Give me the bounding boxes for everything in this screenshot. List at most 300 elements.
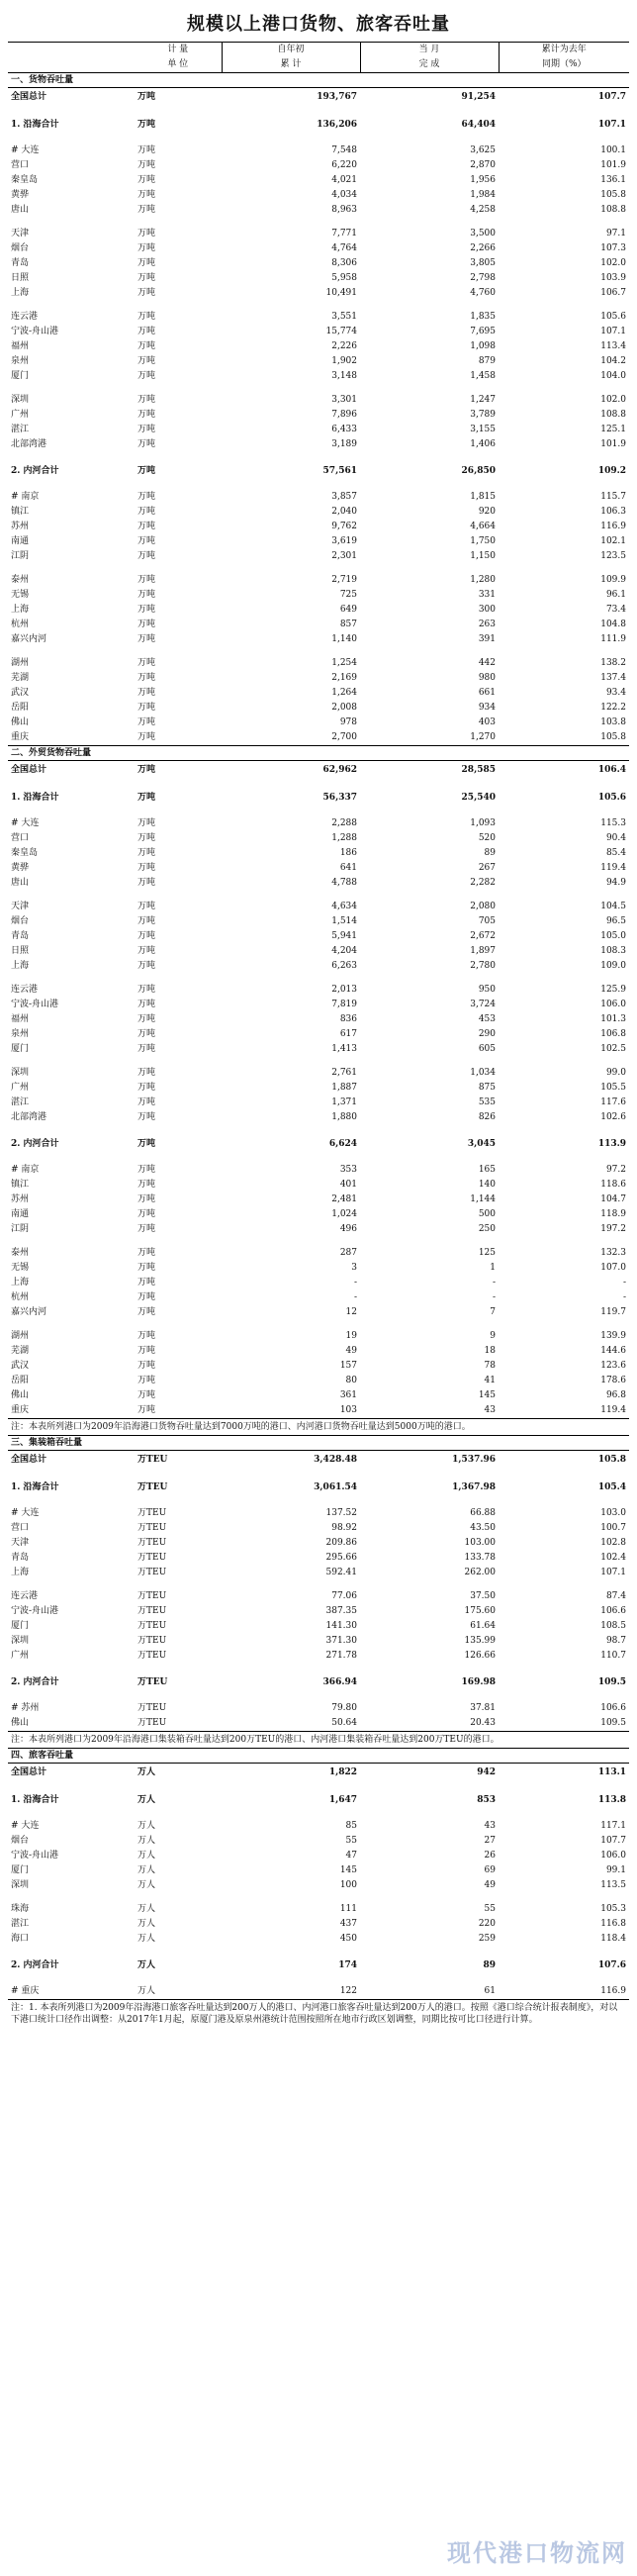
unit-cell: 万TEU bbox=[137, 1482, 168, 1492]
cumulative-value: 47 bbox=[345, 1851, 357, 1860]
yoy-percent: 107.1 bbox=[600, 327, 626, 336]
inland-total-row bbox=[8, 461, 629, 481]
cumulative-value: 366.94 bbox=[322, 1677, 357, 1687]
port-row bbox=[8, 1619, 629, 1634]
unit-cell: 万吨 bbox=[137, 439, 156, 449]
month-value: 28,585 bbox=[461, 765, 496, 775]
port-row bbox=[8, 369, 629, 384]
port-name: # 南京 bbox=[11, 1165, 40, 1175]
yoy-percent: 109.9 bbox=[600, 575, 626, 585]
port-row bbox=[8, 1276, 629, 1290]
unit-cell: 万吨 bbox=[137, 863, 156, 873]
month-value: 2,672 bbox=[470, 931, 496, 941]
yoy-percent: 85.4 bbox=[605, 848, 626, 858]
cumulative-value: 7,819 bbox=[331, 1000, 357, 1009]
port-row bbox=[8, 998, 629, 1012]
port-row bbox=[8, 505, 629, 520]
unit-cell: 万人 bbox=[137, 1865, 156, 1875]
cumulative-value: 1,880 bbox=[331, 1112, 357, 1122]
cumulative-value: 857 bbox=[339, 620, 357, 629]
month-value: 1,537.96 bbox=[452, 1455, 496, 1465]
section-note-row bbox=[8, 1419, 629, 1436]
port-name: 2. 内河合计 bbox=[11, 466, 59, 476]
spacer-row bbox=[8, 384, 629, 393]
unit-cell: 万吨 bbox=[137, 1390, 156, 1400]
port-name: 上海 bbox=[11, 288, 30, 298]
yoy-percent: 104.2 bbox=[600, 356, 626, 366]
month-value: 55 bbox=[484, 1904, 496, 1914]
yoy-percent: 102.0 bbox=[600, 258, 626, 268]
yoy-percent: 102.8 bbox=[600, 1538, 626, 1548]
yoy-percent: 113.5 bbox=[600, 1880, 626, 1890]
port-name: # 苏州 bbox=[11, 1703, 40, 1713]
month-value: 3,789 bbox=[470, 410, 496, 420]
port-row bbox=[8, 408, 629, 423]
cumulative-value: 6,263 bbox=[331, 961, 357, 971]
port-row bbox=[8, 1012, 629, 1027]
unit-cell: 万吨 bbox=[137, 1307, 156, 1317]
cumulative-value: 1,140 bbox=[331, 634, 357, 644]
month-value: 1,458 bbox=[470, 371, 496, 381]
unit-cell: 万人 bbox=[137, 1880, 156, 1890]
table-body bbox=[8, 73, 629, 2029]
cumulative-value: 5,958 bbox=[331, 273, 357, 283]
unit-cell: 万吨 bbox=[137, 703, 156, 713]
cumulative-value: 3,619 bbox=[331, 536, 357, 546]
cumulative-value: 725 bbox=[339, 590, 357, 600]
port-name: 唐山 bbox=[11, 878, 30, 888]
month-value: 262.00 bbox=[464, 1568, 496, 1577]
port-row bbox=[8, 271, 629, 286]
month-value: 920 bbox=[478, 507, 496, 517]
yoy-percent: 117.1 bbox=[600, 1821, 626, 1831]
spacer-row bbox=[8, 808, 629, 816]
month-value: 140 bbox=[478, 1180, 496, 1190]
month-value: 175.60 bbox=[464, 1606, 496, 1616]
port-name: 青岛 bbox=[11, 1553, 30, 1563]
port-row bbox=[8, 1716, 629, 1732]
month-value: 20.43 bbox=[470, 1718, 496, 1728]
unit-cell: 万TEU bbox=[137, 1523, 167, 1533]
month-value: 7 bbox=[490, 1307, 496, 1317]
port-name: 苏州 bbox=[11, 1194, 30, 1204]
month-value: 64,404 bbox=[461, 120, 496, 130]
unit-cell: 万吨 bbox=[137, 229, 156, 239]
yoy-percent: 96.5 bbox=[605, 916, 626, 926]
spacer-row bbox=[8, 218, 629, 227]
unit-cell: 万吨 bbox=[137, 536, 156, 546]
month-value: 826 bbox=[478, 1112, 496, 1122]
section-title: 四、旅客吞吐量 bbox=[8, 1749, 629, 1764]
cumulative-value: 2,481 bbox=[331, 1194, 357, 1204]
yoy-percent: 103.8 bbox=[600, 717, 626, 727]
port-row bbox=[8, 1566, 629, 1580]
port-name: 深圳 bbox=[11, 1880, 30, 1890]
yoy-percent: 99.1 bbox=[605, 1865, 626, 1875]
unit-cell: 万吨 bbox=[137, 273, 156, 283]
port-name: 泰州 bbox=[11, 575, 30, 585]
cumulative-value: 1,413 bbox=[331, 1044, 357, 1054]
unit-cell: 万吨 bbox=[137, 92, 156, 102]
cumulative-value: 5,941 bbox=[331, 931, 357, 941]
unit-cell: 万吨 bbox=[137, 1248, 156, 1258]
yoy-percent: 136.1 bbox=[600, 175, 626, 185]
unit-cell: 万吨 bbox=[137, 878, 156, 888]
month-value: 1,367.98 bbox=[452, 1482, 496, 1492]
spacer-cell bbox=[8, 1154, 629, 1163]
yoy-percent: 107.7 bbox=[597, 92, 626, 102]
port-name: 重庆 bbox=[11, 732, 30, 742]
port-row bbox=[8, 227, 629, 241]
unit-cell: 万吨 bbox=[137, 1112, 156, 1122]
port-row bbox=[8, 1388, 629, 1403]
month-value: 1,406 bbox=[470, 439, 496, 449]
yoy-percent: 102.0 bbox=[600, 395, 626, 405]
yoy-percent: 101.9 bbox=[600, 160, 626, 170]
month-value: 1 bbox=[490, 1263, 496, 1273]
spacer-row bbox=[8, 1154, 629, 1163]
unit-cell: 万吨 bbox=[137, 1083, 156, 1093]
yoy-percent: 107.3 bbox=[600, 243, 626, 253]
cumulative-value: 157 bbox=[339, 1361, 357, 1371]
yoy-percent: 118.9 bbox=[600, 1209, 626, 1219]
port-row bbox=[8, 983, 629, 998]
port-name: 江阴 bbox=[11, 551, 30, 561]
port-name: 全国总计 bbox=[11, 92, 47, 102]
month-value: 934 bbox=[478, 703, 496, 713]
cumulative-value: 4,204 bbox=[331, 946, 357, 956]
unit-cell: 万吨 bbox=[137, 717, 156, 727]
month-value: 145 bbox=[478, 1390, 496, 1400]
port-name: 宁波-舟山港 bbox=[11, 1851, 59, 1860]
unit-cell: 万吨 bbox=[137, 634, 156, 644]
cumulative-value: 1,288 bbox=[331, 833, 357, 843]
port-name: 宁波-舟山港 bbox=[11, 327, 59, 336]
yoy-percent: 106.7 bbox=[600, 288, 626, 298]
month-value: 125 bbox=[478, 1248, 496, 1258]
month-value: 942 bbox=[477, 1767, 496, 1777]
unit-cell: 万吨 bbox=[137, 833, 156, 843]
port-name: 湛江 bbox=[11, 1097, 30, 1107]
port-row bbox=[8, 1917, 629, 1932]
unit-cell: 万吨 bbox=[137, 288, 156, 298]
month-value: 89 bbox=[483, 1960, 496, 1970]
port-name: 1. 沿海合计 bbox=[11, 1482, 59, 1492]
unit-cell: 万吨 bbox=[137, 673, 156, 683]
unit-cell: 万吨 bbox=[137, 1180, 156, 1190]
spacer-row bbox=[8, 1692, 629, 1701]
section-header bbox=[8, 1749, 629, 1764]
unit-cell: 万吨 bbox=[137, 120, 156, 130]
unit-cell: 万吨 bbox=[137, 492, 156, 502]
cumulative-value: 641 bbox=[339, 863, 357, 873]
port-row bbox=[8, 588, 629, 603]
yoy-percent: - bbox=[622, 1292, 626, 1302]
spacer-cell bbox=[8, 564, 629, 573]
cumulative-value: 295.66 bbox=[325, 1553, 357, 1563]
section-header bbox=[8, 746, 629, 761]
unit-cell: 万人 bbox=[137, 1919, 156, 1929]
spacer-row bbox=[8, 1469, 629, 1478]
cumulative-value: 4,034 bbox=[331, 190, 357, 200]
unit-cell: 万吨 bbox=[137, 688, 156, 698]
month-value: 133.78 bbox=[464, 1553, 496, 1563]
unit-cell: 万TEU bbox=[137, 1636, 167, 1646]
cumulative-value: 4,764 bbox=[331, 243, 357, 253]
port-name: 宁波-舟山港 bbox=[11, 1000, 59, 1009]
yoy-percent: 96.8 bbox=[605, 1390, 626, 1400]
cumulative-value: 1,371 bbox=[331, 1097, 357, 1107]
spacer-cell bbox=[8, 1810, 629, 1819]
section-note-row bbox=[8, 1732, 629, 1749]
cumulative-value: 7,896 bbox=[331, 410, 357, 420]
port-name: 日照 bbox=[11, 946, 30, 956]
yoy-percent: 106.0 bbox=[600, 1000, 626, 1009]
header-yoy: 累计为去年 同期（%） bbox=[499, 43, 629, 73]
unit-cell: 万吨 bbox=[137, 507, 156, 517]
unit-cell: 万TEU bbox=[137, 1677, 168, 1687]
spacer-cell bbox=[8, 891, 629, 900]
port-name: 秦皇岛 bbox=[11, 848, 39, 858]
spacer-cell bbox=[8, 218, 629, 227]
unit-cell: 万吨 bbox=[137, 1029, 156, 1039]
yoy-percent: 105.5 bbox=[600, 1083, 626, 1093]
unit-cell: 万吨 bbox=[137, 327, 156, 336]
yoy-percent: 109.5 bbox=[597, 1677, 626, 1687]
yoy-percent: 107.1 bbox=[597, 120, 626, 130]
cumulative-value: 80 bbox=[345, 1376, 357, 1385]
yoy-percent: 113.8 bbox=[597, 1795, 626, 1805]
unit-cell: 万人 bbox=[137, 1934, 156, 1944]
unit-cell: 万人 bbox=[137, 1960, 156, 1970]
month-value: 263 bbox=[478, 620, 496, 629]
month-value: 1,034 bbox=[470, 1068, 496, 1078]
yoy-percent: 125.9 bbox=[600, 985, 626, 995]
port-name: 全国总计 bbox=[11, 765, 47, 775]
cumulative-value: 3,551 bbox=[331, 312, 357, 322]
month-value: 442 bbox=[478, 658, 496, 668]
spacer-row bbox=[8, 1057, 629, 1066]
cumulative-value: 137.52 bbox=[325, 1508, 357, 1518]
unit-cell: 万吨 bbox=[137, 590, 156, 600]
yoy-percent: 104.5 bbox=[600, 902, 626, 911]
yoy-percent: 178.6 bbox=[600, 1376, 626, 1385]
port-row bbox=[8, 1604, 629, 1619]
cumulative-value: 3,301 bbox=[331, 395, 357, 405]
port-name: 营口 bbox=[11, 833, 30, 843]
port-name: 唐山 bbox=[11, 205, 30, 215]
yoy-percent: 107.6 bbox=[597, 1960, 626, 1970]
port-row bbox=[8, 1374, 629, 1388]
month-value: 331 bbox=[478, 590, 496, 600]
spacer-cell bbox=[8, 106, 629, 115]
month-value: 3,805 bbox=[470, 258, 496, 268]
unit-cell: 万吨 bbox=[137, 1194, 156, 1204]
month-value: 500 bbox=[478, 1209, 496, 1219]
unit-cell: 万吨 bbox=[137, 1139, 156, 1149]
cumulative-value: 450 bbox=[339, 1934, 357, 1944]
cumulative-value: 2,761 bbox=[331, 1068, 357, 1078]
month-value: 300 bbox=[478, 605, 496, 615]
port-row bbox=[8, 1819, 629, 1834]
cumulative-value: 98.92 bbox=[331, 1523, 357, 1533]
month-value: 1,098 bbox=[470, 341, 496, 351]
yoy-percent: 123.6 bbox=[600, 1361, 626, 1371]
port-row bbox=[8, 534, 629, 549]
port-row bbox=[8, 1042, 629, 1057]
unit-cell: 万人 bbox=[137, 1795, 156, 1805]
unit-cell: 万吨 bbox=[137, 522, 156, 531]
cumulative-value: 4,634 bbox=[331, 902, 357, 911]
cumulative-value: 353 bbox=[339, 1165, 357, 1175]
port-name: # 大连 bbox=[11, 145, 40, 155]
port-name: 嘉兴内河 bbox=[11, 1307, 47, 1317]
cumulative-value: 15,774 bbox=[325, 327, 357, 336]
unit-cell: 万TEU bbox=[137, 1606, 167, 1616]
month-value: 403 bbox=[478, 717, 496, 727]
spacer-cell bbox=[8, 1975, 629, 1984]
month-value: 18 bbox=[484, 1346, 496, 1356]
unit-cell: 万吨 bbox=[137, 395, 156, 405]
yoy-percent: 101.9 bbox=[600, 439, 626, 449]
yoy-percent: 111.9 bbox=[600, 634, 626, 644]
unit-cell: 万吨 bbox=[137, 145, 156, 155]
port-row bbox=[8, 1178, 629, 1193]
port-name: 广州 bbox=[11, 1651, 30, 1661]
yoy-percent: 73.4 bbox=[605, 605, 626, 615]
spacer-cell bbox=[8, 647, 629, 656]
yoy-percent: 105.3 bbox=[600, 1904, 626, 1914]
section-note: 注：1. 本表所列港口为2009年沿海港口旅客吞吐量达到200万人的港口、内河港口旅客吞吐量达到200万人的港口。按照《港口综合统计报表制度》，对以下港口统计口径作出调整：从2017年1月起，原厦门港及原泉州港统计范围按照所在地市行政区划调整，同期比按可比口径进行计算。 bbox=[8, 2000, 629, 2029]
port-name: 泉州 bbox=[11, 1029, 30, 1039]
month-value: 2,080 bbox=[470, 902, 496, 911]
yoy-percent: 119.4 bbox=[600, 1405, 626, 1415]
unit-cell: 万吨 bbox=[137, 658, 156, 668]
month-value: 879 bbox=[478, 356, 496, 366]
spacer-row bbox=[8, 1947, 629, 1956]
port-name: 上海 bbox=[11, 1568, 30, 1577]
port-row bbox=[8, 959, 629, 974]
port-row bbox=[8, 490, 629, 505]
port-row bbox=[8, 241, 629, 256]
port-name: 1. 沿海合计 bbox=[11, 793, 59, 803]
unit-cell: 万吨 bbox=[137, 1068, 156, 1078]
port-row bbox=[8, 1849, 629, 1863]
yoy-percent: 116.9 bbox=[600, 522, 626, 531]
yoy-percent: 137.4 bbox=[600, 673, 626, 683]
yoy-percent: 104.7 bbox=[600, 1194, 626, 1204]
yoy-percent: 107.7 bbox=[600, 1836, 626, 1846]
port-name: 连云港 bbox=[11, 312, 39, 322]
month-value: 26,850 bbox=[461, 466, 496, 476]
unit-cell: 万人 bbox=[137, 1836, 156, 1846]
port-name: 营口 bbox=[11, 160, 30, 170]
yoy-percent: 105.8 bbox=[600, 190, 626, 200]
month-value: 135.99 bbox=[464, 1636, 496, 1646]
unit-cell: 万TEU bbox=[137, 1621, 167, 1631]
month-value: 535 bbox=[478, 1097, 496, 1107]
unit-cell: 万吨 bbox=[137, 793, 156, 803]
month-value: 3,500 bbox=[470, 229, 496, 239]
month-value: 27 bbox=[484, 1836, 496, 1846]
unit-cell: 万吨 bbox=[137, 605, 156, 615]
port-row bbox=[8, 929, 629, 944]
unit-cell: 万人 bbox=[137, 1986, 156, 1996]
port-name: # 大连 bbox=[11, 818, 40, 828]
cumulative-value: 55 bbox=[345, 1836, 357, 1846]
port-row bbox=[8, 143, 629, 158]
port-row bbox=[8, 1359, 629, 1374]
port-row bbox=[8, 203, 629, 218]
month-value: 705 bbox=[478, 916, 496, 926]
spacer-cell bbox=[8, 135, 629, 143]
header-name bbox=[8, 43, 135, 73]
spacer-cell bbox=[8, 1692, 629, 1701]
port-row bbox=[8, 1207, 629, 1222]
port-name: 佛山 bbox=[11, 1390, 30, 1400]
yoy-percent: 106.3 bbox=[600, 507, 626, 517]
month-value: 43 bbox=[484, 1821, 496, 1831]
port-row bbox=[8, 1027, 629, 1042]
port-row bbox=[8, 632, 629, 647]
port-name: 黄骅 bbox=[11, 863, 30, 873]
cumulative-value: 136,206 bbox=[317, 120, 357, 130]
cumulative-value: 836 bbox=[339, 1014, 357, 1024]
cumulative-value: 1,902 bbox=[331, 356, 357, 366]
spacer-cell bbox=[8, 1781, 629, 1790]
month-value: 7,695 bbox=[470, 327, 496, 336]
port-name: 厦门 bbox=[11, 1044, 30, 1054]
cumulative-value: 1,024 bbox=[331, 1209, 357, 1219]
yoy-percent: 109.5 bbox=[600, 1718, 626, 1728]
cumulative-value: 592.41 bbox=[325, 1568, 357, 1577]
spacer-row bbox=[8, 1975, 629, 1984]
unit-cell: 万吨 bbox=[137, 425, 156, 434]
yoy-percent: 119.4 bbox=[600, 863, 626, 873]
port-row bbox=[8, 876, 629, 891]
month-value: 2,266 bbox=[470, 243, 496, 253]
month-value: 43 bbox=[484, 1405, 496, 1415]
cumulative-value: 496 bbox=[339, 1224, 357, 1234]
unit-cell: 万人 bbox=[137, 1821, 156, 1831]
spacer-row bbox=[8, 647, 629, 656]
yoy-percent: 103.9 bbox=[600, 273, 626, 283]
cumulative-value: 122 bbox=[339, 1986, 357, 1996]
port-row bbox=[8, 573, 629, 588]
yoy-percent: 110.7 bbox=[600, 1651, 626, 1661]
port-row bbox=[8, 1290, 629, 1305]
cumulative-value: 100 bbox=[339, 1880, 357, 1890]
port-name: 全国总计 bbox=[11, 1455, 47, 1465]
month-value: 2,798 bbox=[470, 273, 496, 283]
spacer-row bbox=[8, 1125, 629, 1134]
yoy-percent: 109.0 bbox=[600, 961, 626, 971]
cumulative-value: 209.86 bbox=[325, 1538, 357, 1548]
yoy-percent: 116.9 bbox=[600, 1986, 626, 1996]
yoy-percent: 108.8 bbox=[600, 205, 626, 215]
yoy-percent: 108.5 bbox=[600, 1621, 626, 1631]
yoy-percent: 102.1 bbox=[600, 536, 626, 546]
month-value: 61 bbox=[484, 1986, 496, 1996]
port-name: 深圳 bbox=[11, 1636, 30, 1646]
unit-cell: 万TEU bbox=[137, 1703, 167, 1713]
cumulative-value: 1,514 bbox=[331, 916, 357, 926]
month-value: 520 bbox=[478, 833, 496, 843]
port-row bbox=[8, 1521, 629, 1536]
port-name: # 大连 bbox=[11, 1821, 40, 1831]
port-name: 深圳 bbox=[11, 395, 30, 405]
month-value: 259 bbox=[478, 1934, 496, 1944]
